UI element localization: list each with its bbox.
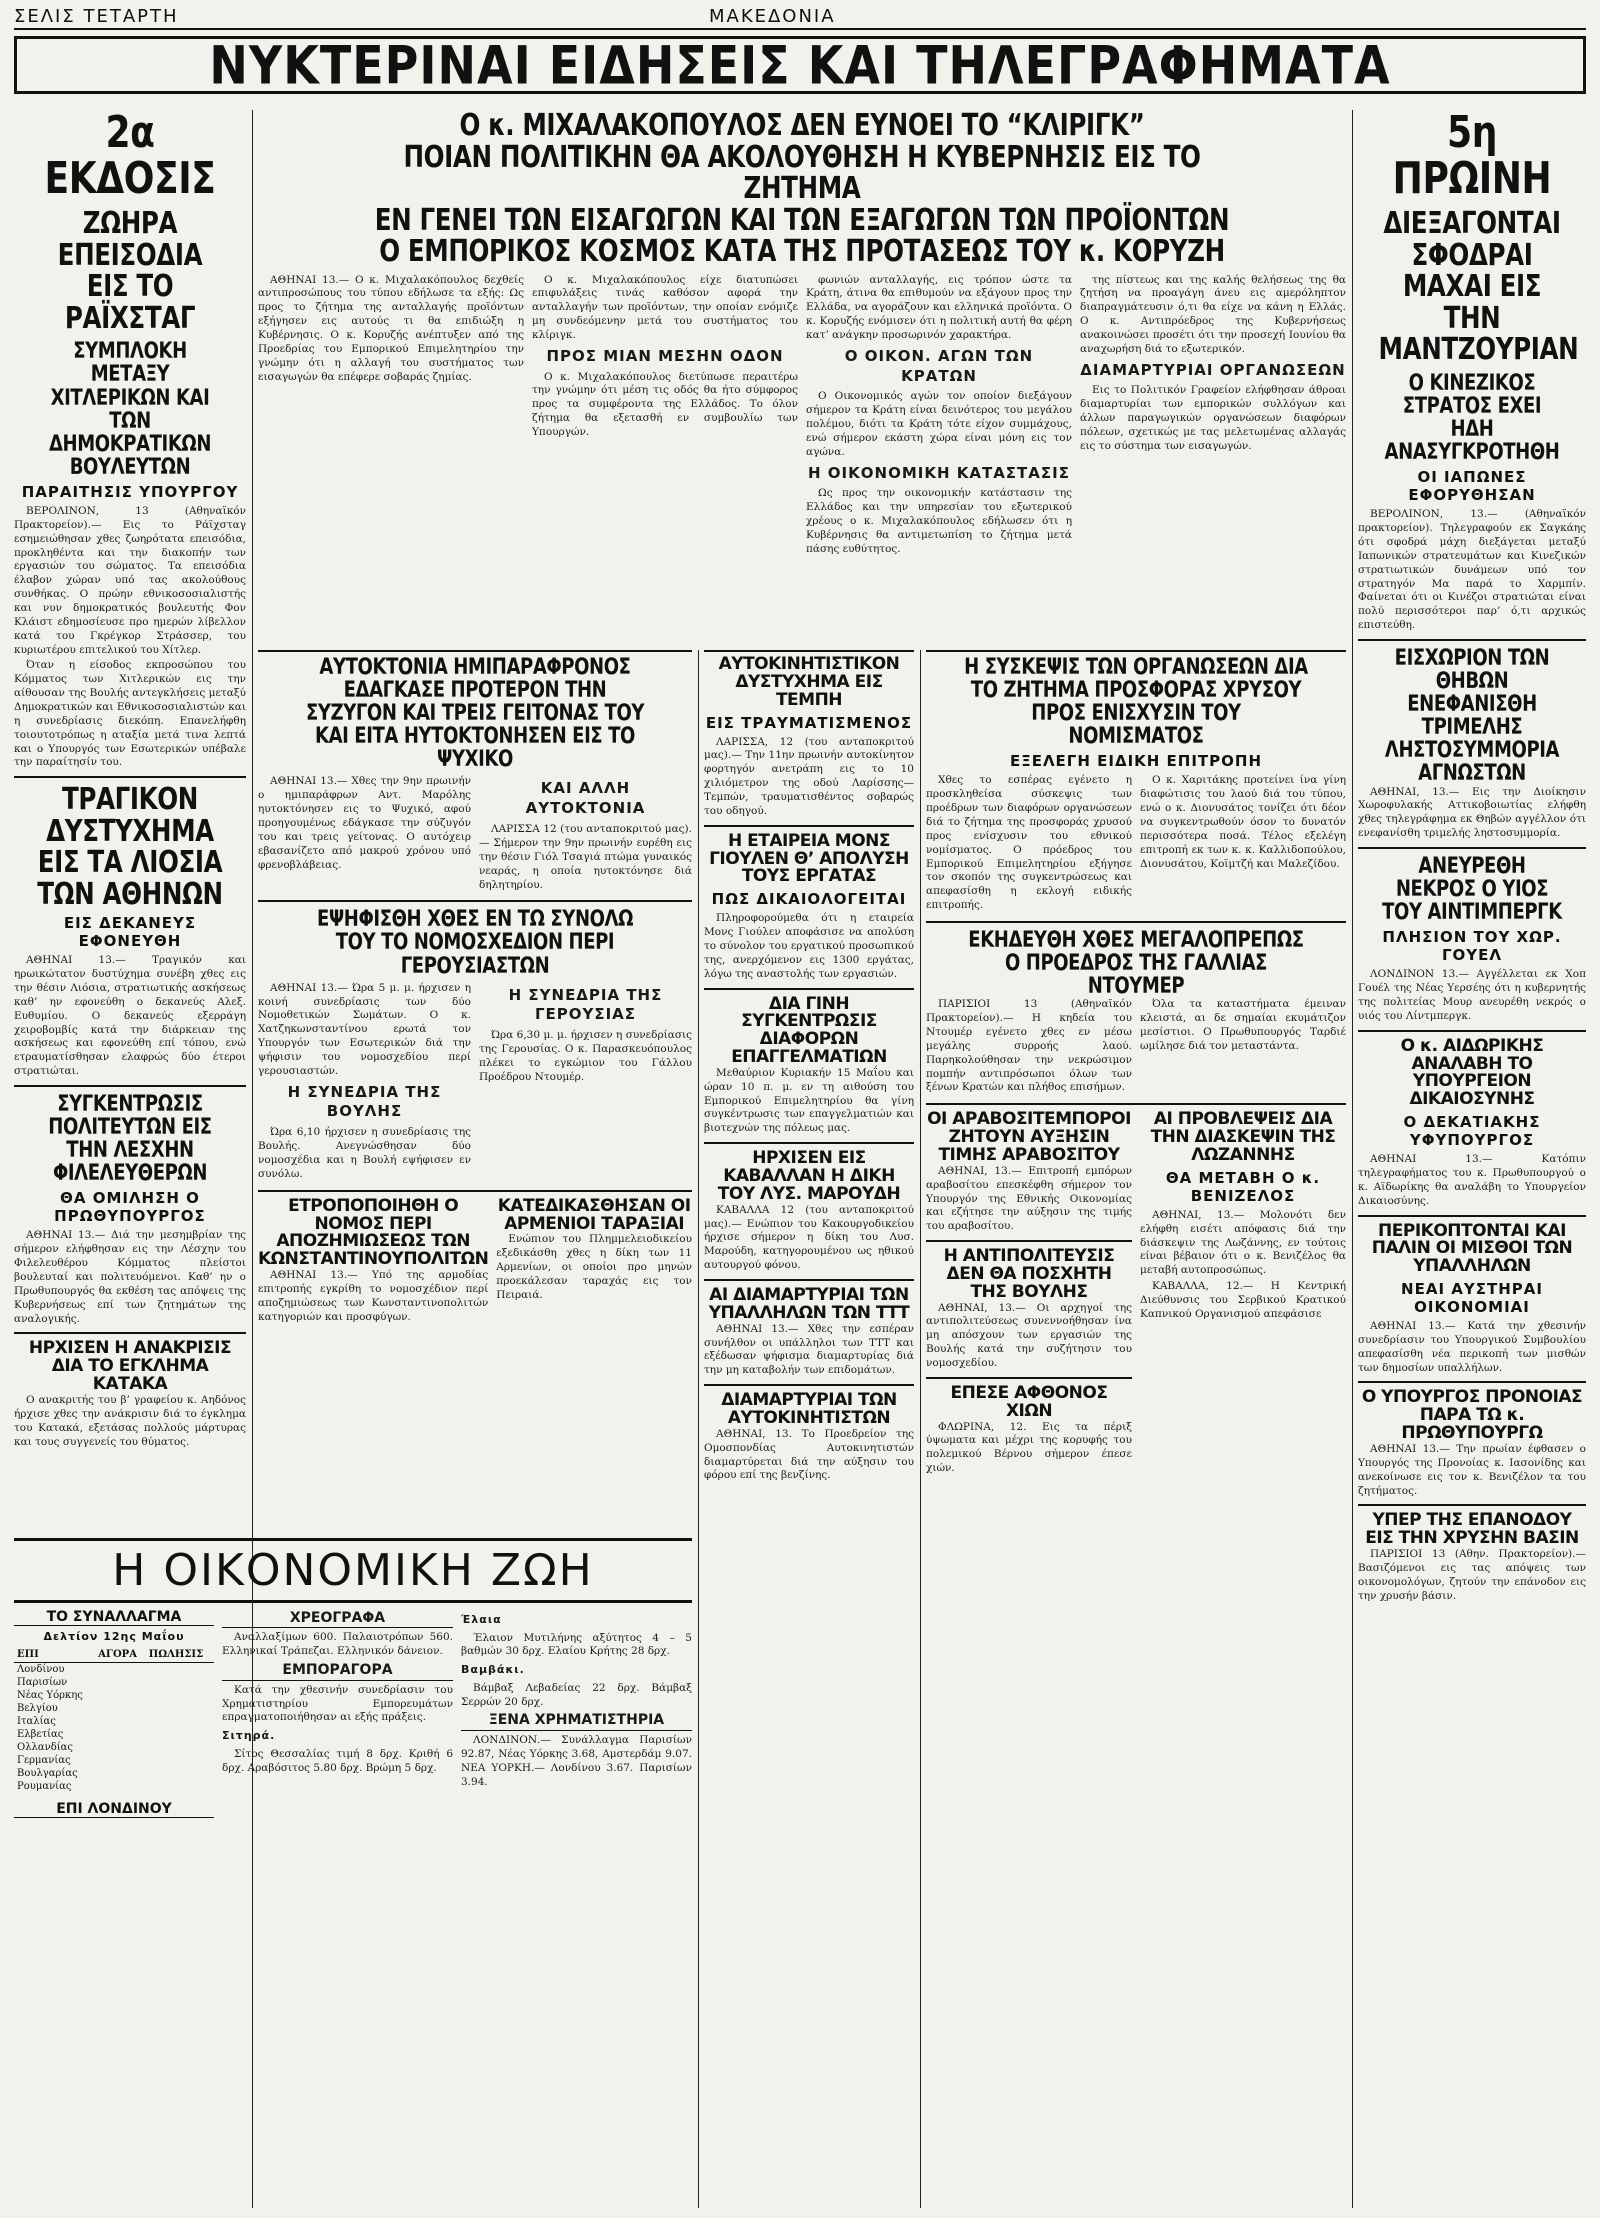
headline: ΔΙΑΜΑΡΤΥΡΙΑΙ ΤΩΝ ΑΥΤΟΚΙΝΗΤΙΣΤΩΝ [721, 1390, 897, 1428]
article-body: ΚΑΒΑΛΛΑ, 12.— Η Κεντρική Διεύθυνσις του Σερβικού Κρατικού Καπνικού Οργανισμού απεφάσισε [1140, 1280, 1346, 1320]
masthead [14, 6, 1586, 30]
lead-body-col4: της πίστεως και της καλής θελήσεως της θα ζητήση να προαγάγη άνευ εις αμερόληπτον διαπραγμάτευσιν ό,τι θα είχε να κάνη η Ελλάς. Ο κ. Αντιπρόεδρος της Κυβερνήσεως ανακοινώσει προσέτι ότι την προσεχή Ιουνίου θα αναχωρήση διά το εξωτερικόν. ΔΙΑΜΑΡΤΥΡΙΑΙ ΟΡΓΑΝΩΣΕΩΝ Εις το Πολιτικόν Γραφείον ελήφθησαν άθροαι διαμαρτυρίαι των εμπορικών συλλόγων και άλλων παραγωγικών οργανώσεων διαφόρων πόλεων, σχετικώς με τας μελετωμένας αλλαγάς εις το σύστημα των εισαγωγών. [1080, 273, 1346, 452]
table-cell [146, 1754, 214, 1767]
headline: ΖΩΗΡΑ ΕΠΕΙΣΟΔΙΑ ΕΙΣ ΤΟ ΡΑΪΧΣΤΑΓ [57, 206, 203, 336]
london-heading: ΕΠΙ ΛΟΝΔΙΝΟΥ [14, 1801, 214, 1818]
table-row [14, 1702, 214, 1715]
table-cell [95, 1741, 146, 1754]
kicker: ΕΙΣ ΔΕΚΑΝΕΥΣ ΕΦΟΝΕΥΘΗ [63, 914, 197, 951]
trade-body: Κατά την χθεσινήν συνεδρίασιν του Χρηματιστηρίου Εμπορευμάτων επραγματοποιήθησαν αι εξής πράξεις. [222, 1683, 453, 1724]
article-body: Ο κ. Χαριτάκης προτείνει ίνα γίνη διαφώτισις του λαού διά του τύπου, ενώ ο κ. Διονυσάτος τονίζει ότι δέον να συγκεντρωθούν όσον το δυνατόν περισσότερα ποσά. Τέλος εξελέγη επιτροπή εκ των κ. κ. Καλλιδοπούλου, Διονυσάτου, Κοϊμτζή και Μαλεζίδου. [1140, 774, 1346, 870]
table-cell [95, 1663, 146, 1677]
table-cell [146, 1767, 214, 1780]
article-body: Ενώπιον του Πλημμελειοδικείου εξεδικάσθη χθες η δίκη των 11 Αρμενίων, οι οποίοι προ μηνών προεκάλεσαν ταραχάς εις τον Πειραιά. [496, 1233, 692, 1301]
headline: ΚΑΤΕΔΙΚΑΣΘΗΣΑΝ ΟΙ ΑΡΜΕΝΙΟΙ ΤΑΡΑΞΙΑΙ [497, 1195, 691, 1234]
article-body: ΑΘΗΝΑΙ 13.— Υπό της αρμοδίας επιτροπής εγκρίθη το νομοσχέδιον περί αποζημιώσεως των Κωνσταντινοπολιτών κατηγοριών και προσφύγων. [258, 1269, 489, 1323]
table-cell: Ιταλίας [17, 1716, 56, 1727]
lead-body-col2: Ο κ. Μιχαλακόπουλος είχε διατυπώσει επιφυλάξεις τινάς καθόσον αφορά την ανταλλαγήν των προϊόντων, την οποίαν ενόμιζε μη συνδεόμενην μετά του συστήματος του κλίριγκ. ΠΡΟΣ ΜΙΑΝ ΜΕΣΗΝ ΟΔΟΝ Ο κ. Μιχαλακόπουλος διετύπωσε περαιτέρω την γνώμην ότι μέση τις οδός θα ήτο σύμφορος προς τα συμφέροντα της Ελλάδος. Το όλον ζήτημα θα εξετασθή εν συμβουλίω των Υπουργών. [532, 273, 798, 439]
table-cell: Γερμανίας [17, 1755, 71, 1766]
kicker: Η ΣΥΝΕΔΡΙΑ ΤΗΣ ΓΕΡΟΥΣΙΑΣ [508, 985, 663, 1024]
headline: Ο ΥΠΟΥΡΓΟΣ ΠΡΟΝΟΙΑΣ ΠΑΡΑ ΤΩ κ. ΠΡΩΘΥΠΟΥΡΓΩ [1361, 1387, 1583, 1444]
edition-label: 5η ΠΡΩΙΝΗ [1392, 110, 1552, 205]
kicker: ΠΑΡΑΙΤΗΣΙΣ ΥΠΟΥΡΓΟΥ [21, 482, 239, 501]
headline: ΕΚΗΔΕΥΘΗ ΧΘΕΣ ΜΕΓΑΛΟΠΡΕΠΩΣ Ο ΠΡΟΕΔΡΟΣ ΤΗΣ ΓΑΛΛΙΑΣ ΝΤΟΥΜΕΡ [968, 927, 1304, 1000]
article-body: ΑΘΗΝΑΙ 13.— Διά την μεσημβρίαν της σήμερον ελήφθησαν εις την Λέσχην του Φιλελευθέρου Κόμματος πλείστοι βουλευταί και πολιτευόμενοι. Καθ’ ην ο Πρωθυπουργός θα εκθέση τας απόψεις της Κυβερνήσεως επί των ζητημάτων της αναλογικής. [14, 1229, 246, 1325]
lead-deck: Ο ΕΜΠΟΡΙΚΟΣ ΚΟΣΜΟΣ ΚΑΤΑ ΤΗΣ ΠΡΟΤΑΣΕΩΣ ΤΟΥ κ. ΚΟΡΥΖΗ [379, 234, 1225, 269]
table-cell [146, 1663, 214, 1677]
table-row [14, 1676, 214, 1689]
article-body: ΦΛΩΡΙΝΑ, 12. Εις τα πέριξ ύψωματα και μέχρι της κορυφής του πολεμικού Βέρνου σήμερον έπεσε χιών. [926, 1420, 1132, 1475]
headline: ΣΥΓΚΕΝΤΡΩΣΙΣ ΠΟΛΙΤΕΥΤΩΝ ΕΙΣ ΤΗΝ ΛΕΣΧΗΝ ΦΙΛΕΛΕΥΘΕΡΩΝ [48, 1092, 212, 1187]
table-row [14, 1728, 214, 1741]
lead-deck: ΠΟΙΑΝ ΠΟΛΙΤΙΚΗΝ ΘΑ ΑΚΟΛΟΥΘΗΣΗ Η ΚΥΒΕΡΝΗΣΙΣ ΕΙΣ ΤΟ ΖΗΤΗΜΑ [403, 139, 1201, 206]
article-body: ΛΑΡΙΣΣΑ 12 (του ανταποκριτού μας).— Σήμερον την 9ην πρωινήν ευρέθη εις την θέσιν Γιόλ Τσαγιά πτώμα γυναικός νεαράς, η οποία ηυτοκτόνησε διά δηλητηρίου. [479, 823, 692, 891]
table-cell [95, 1689, 146, 1702]
article-body: ΑΘΗΝΑΙ, 13.— Εις την Διοίκησιν Χωροφυλακής Αττικοβοιωτίας ελήφθη χθες τηλεγράφημα εκ Θηβών αγγέλλον ότι ενεφανίσθη τριμελής ληστοσυμμορία. [1358, 785, 1586, 840]
bonds-heading: ΧΡΕΟΓΡΑΦΑ [222, 1609, 453, 1628]
headline: ΑΝΕΥΡΕΘΗ ΝΕΚΡΟΣ Ο ΥΙΟΣ ΤΟΥ ΑΙΝΤΙΜΠΕΡΓΚ [1382, 853, 1562, 926]
kicker: Ο ΔΕΚΑΤΙΑΚΗΣ ΥΦΥΠΟΥΡΓΟΣ [1403, 1113, 1541, 1150]
article-body: ΑΘΗΝΑΙ, 13.— Μολονότι δεν ελήφθη εισέτι απόφασις διά την διάσκεψιν της Λωζάννης, εν τούτοις είναι βέβαιον ότι ο κ. Βενιζέλος θα μεταβή αυτοπροσώπως. [1140, 1208, 1346, 1277]
headline: Η ΑΝΤΙΠΟΛΙΤΕΥΣΙΣ ΔΕΝ ΘΑ ΠΟΣΧΗΤΗ ΤΗΣ ΒΟΥΛΗΣ [943, 1246, 1115, 1302]
article-body: ΛΟΝΔΙΝΟΝ 13.— Αγγέλλεται εκ Χοπ Γουέλ της Νέας Υερσέης ότι η κυβερνητής της πολιτείας Μουρ ανευρέθη νεκρός ο υιός του Λίντμπεργκ. [1358, 968, 1586, 1022]
article-body: Ώρα 6,30 μ. μ. ήρχισεν η συνεδρίασις της Γερουσίας. Ο κ. Παρασκευόπουλος πλέκει το εγκώμιον του Γάλλου Προέδρου Ντουμέρ. [479, 1029, 692, 1083]
table-cell: Παρισίων [17, 1677, 68, 1688]
table-row [14, 1689, 214, 1702]
headline: ΕΤΡΟΠΟΠΟΙΗΘΗ Ο ΝΟΜΟΣ ΠΕΡΙ ΑΠΟΖΗΜΙΩΣΕΩΣ ΤΩΝ ΚΩΝΣΤΑΝΤΙΝΟΥΠΟΛΙΤΩΝ [258, 1195, 489, 1270]
kicker: ΠΛΗΣΙΟΝ ΤΟΥ ΧΩΡ. ΓΟΥΕΛ [1382, 928, 1562, 965]
article-body: ΑΘΗΝΑΙ 13.— Τραγικόν και ηρωικώτατον δυστύχημα συνέβη χθες εις την θέσιν Λιόσια, στρατιωτικής ασκήσεως καθ’ ην εφονεύθη ο δεκανεύς Αλεξ. Ευθυμίου. Ο δεκανεύς εξερράγη χειροβομβίς κατά την διάρκειαν της ασκήσεως και εφονεύθη επί τόπου, ενώ ετραυματίσθησαν ελαφρώς δύο έτεροι στρατιώται. [14, 954, 246, 1078]
article-body: Μεθαύριον Κυριακήν 15 Μαΐου και ώραν 10 π. μ. εν τη αιθούση του Εμπορικού Επιμελητηρίου θα γίνη συγκέντρωσις των επαγγελματιών και βιοτεχνών της πόλεως μας. [704, 1066, 914, 1135]
trade-heading: ΕΜΠΟΡΑΓΟΡΑ [222, 1661, 453, 1680]
column-3 [704, 650, 914, 2208]
headline: ΑΙ ΔΙΑΜΑΡΤΥΡΙΑΙ ΤΩΝ ΥΠΑΛΛΗΛΩΝ ΤΩΝ ΤΤΤ [708, 1285, 910, 1323]
lead-body-col1: ΑΘΗΝΑΙ 13.— Ο κ. Μιχαλακόπουλος δεχθείς αντιπροσώπους του τύπου εδήλωσε τα εξής: Ως προς το ζήτημα της ανταλλαγής προϊόντων εξήγησεν εις αυτούς τι θα επιδιώξη η Κυβέρνησις. Ο κ. Κορυζής ανέπτυξεν από της Προεδρίας του Εμπορικού Επιμελητηρίου την γνώμην ότι η αλλαγή του συστήματος των εισαγωγών θα επέφερε σοβαράς ζημίας. [258, 273, 524, 383]
article-body: ΑΘΗΝΑΙ, 13.— Επιτροπή εμπόρων αραβοσίτου επεσκέφθη σήμερον τον Υπουργόν της Εθνικής Οικονομίας και εζήτησε την αύξησιν της τιμής του αραβοσίτου. [926, 1164, 1132, 1233]
table-row [14, 1741, 214, 1754]
headline: ΔΙΑ ΓΙΝΗ ΣΥΓΚΕΝΤΡΩΣΙΣ ΔΙΑΦΟΡΩΝ ΕΠΑΓΓΕΛΜΑΤΙΩΝ [731, 993, 887, 1068]
kicker: ΘΑ ΟΜΙΛΗΣΗ Ο ΠΡΩΘΥΠΟΥΡΓΟΣ [54, 1189, 206, 1226]
lead-headline: Ο κ. ΜΙΧΑΛΑΚΟΠΟΥΛΟΣ ΔΕΝ ΕΥΝΟΕΙ ΤΟ “ΚΛΙΡΙΓΚ” [459, 110, 1145, 143]
article-body: ΑΘΗΝΑΙ, 13.— Οι αρχηγοί της αντιπολιτεύσεως συνεννοήθησαν ίνα μη απόσχουν των εργασιών της Βουλής κατά την συζήτησιν του νομοσχεδίου. [926, 1301, 1132, 1370]
article-body: ΛΑΡΙΣΣΑ, 12 (του ανταποκριτού μας).— Την 11ην πρωινήν αυτοκίνητον φορτηγόν ανετράπη εις το 10 χιλιόμετρον της οδού Λαρίσσης—Τεμπών, τραυματισθέντος σοβαρώς του οδηγού. [704, 735, 914, 817]
article-body: ΑΘΗΝΑΙ 13.— Την πρωίαν έφθασεν ο Υπουργός της Προνοίας κ. Ιασονίδης και ανεκοίνωσε εις τον κ. Βενιζέλον τα του ζητήματος. [1358, 1443, 1586, 1497]
article-body: Χθες το εσπέρας εγένετο η προσκληθείσα σύσκεψις των προέδρων των διαφόρων οργανώσεων διά το ζήτημα της προσφοράς χρυσού προς ενίσχυσιν του εθνικού νομίσματος. Ο πρόεδρος του Εμπορικού Επιμελητηρίου εξήγησε τον σκοπόν της συγκεντρώσεως και απεφασίσθη η εκλογή ειδικής επιτροπής. [926, 774, 1132, 912]
table-row [14, 1780, 214, 1793]
forex-heading: ΞΕΝΑ ΧΡΗΜΑΤΙΣΤΗΡΙΑ [461, 1711, 692, 1730]
headline: ΕΨΗΦΙΣΘΗ ΧΘΕΣ ΕΝ ΤΩ ΣΥΝΟΛΩ ΤΟΥ ΤΟ ΝΟΜΟΣΧΕΔΙΟΝ ΠΕΡΙ ΓΕΡΟΥΣΙΑΣΤΩΝ [316, 907, 634, 979]
headline: Ο κ. ΑΙΔΩΡΙΚΗΣ ΑΝΑΛΑΒΗ ΤΟ ΥΠΟΥΡΓΕΙΟΝ ΔΙΚΑΙΟΣΥΝΗΣ [1400, 1035, 1544, 1110]
table-cell [95, 1754, 146, 1767]
table-row [14, 1715, 214, 1728]
forex-body: ΛΟΝΔΙΝΟΝ.— Συνάλλαγμα Παρισίων 92.87, Νέας Υόρκης 3.68, Αμστερδάμ 9.07. ΝΕΑ ΥΟΡΚΗ.— Λονδίνου 3.67. Παρισίων 3.94. [461, 1733, 692, 1788]
column-4 [926, 650, 1346, 2208]
table-row [14, 1663, 214, 1677]
subheadline: Ο ΚΙΝΕΖΙΚΟΣ ΣΤΡΑΤΟΣ ΕΧΕΙ ΗΔΗ ΑΝΑΣΥΓΚΡΟΤΗΘΗ [1384, 370, 1560, 466]
table-cell: Ελβετίας [17, 1729, 64, 1740]
table-cell: Ολλανδίας [17, 1742, 74, 1753]
table-cell: Βελγίου [17, 1703, 58, 1714]
headline: ΑΥΤΟΚΤΟΝΙΑ ΗΜΙΠΑΡΑΦΡΟΝΟΣ [319, 655, 631, 680]
headline: ΗΡΧΙΣΕΝ Η ΑΝΑΚΡΙΣΙΣ ΔΙΑ ΤΟ ΕΓΚΛΗΜΑ ΚΑΤΑΚΑ [28, 1338, 232, 1395]
headline: ΠΕΡΙΚΟΠΤΟΝΤΑΙ ΚΑΙ ΠΑΛΙΝ ΟΙ ΜΙΣΘΟΙ ΤΩΝ ΥΠΑΛΛΗΛΩΝ [1371, 1220, 1573, 1277]
article-body: ΑΘΗΝΑΙ, 13. Το Προεδρείον της Ομοσπονδίας Αυτοκινητιστών διαμαρτύρεται διά την αύξησιν του φόρου επί της βενζίνης. [704, 1427, 914, 1482]
article-body: Όλα τα καταστήματα έμειναν κλειστά, αι δε σημαίαι εκυμάτιζον μεσίστιοι. Ο Πρωθυπουργός Ταρδιέ ωμίλησε διά τον μεταστάντα. [1140, 998, 1346, 1052]
table-cell [95, 1715, 146, 1728]
lead-body-col3: φωνιών ανταλλαγής, εις τρόπον ώστε τα Κράτη, άτινα θα επιθυμούν να εξάγουν προς την Ελλάδα, να αγοράζουν και ελληνικά προϊόντα. Ο κ. Κορυζής ενόμισεν ότι η πολιτική αυτή θα φέρη κατ’ ανάγκην προσωρινόν χαρακτήρα. Ο ΟΙΚΟΝ. ΑΓΩΝ ΤΩΝ ΚΡΑΤΩΝ Ο Οικονομικός αγών τον οποίον διεξάγουν σήμερον τα Κράτη είναι δεινότερος του μεγάλου πολέμου, διότι τα Κράτη τότε είχον συμμάχους, ενώ σήμερον εκάστη χώρα είναι μόνη εις τον αγώνα. Η ΟΙΚΟΝΟΜΙΚΗ ΚΑΤΑΣΤΑΣΙΣ Ως προς την οικονομικήν κατάστασιν της Ελλάδος και την υπηρεσίαν του εξωτερικού χρέους ο κ. Μιχαλακόπουλος εδήλωσεν ότι η Κυβέρνησις θα αντιμετωπίση το ζήτημα μετά πάσης ευθύτητος. [806, 273, 1072, 555]
headline: ΕΠΕΣΕ ΑΦΘΟΝΟΣ ΧΙΩΝ [950, 1382, 1108, 1421]
table-cell [146, 1715, 214, 1728]
exchange-table [14, 1647, 214, 1793]
article-body: ΒΕΡΟΛΙΝΟΝ, 13.— (Αθηναϊκόν πρακτορείον). Τηλεγραφούν εκ Σαγκάης ότι σφοδρά μάχη διεξάγεται μεταξύ Ιαπωνικών στρατευμάτων και Κινεζικών στρατιωτικών δυνάμεων υπό τον στρατηγόν Μα παρά το Χαρμπίν. Φαίνεται ότι οι Κινέζοι στρατιώται είναι πολύ περισσότεροι παρ’ ό,τι αρχικώς επιστεύθη. [1358, 508, 1586, 632]
article-body: Ο ανακριτής του β’ γραφείου κ. Αηδόνος ήρχισε χθες την ανάκρισιν διά το έγκλημα του Κατακά, εξετάσας πολλούς μάρτυρας και τους συγγενείς του θύματος. [14, 1393, 246, 1448]
table-cell [95, 1676, 146, 1689]
kicker: Η ΣΥΝΕΔΡΙΑ ΤΗΣ ΒΟΥΛΗΣ [287, 1082, 442, 1121]
bonds-body: Αναλλαξίμων 600. Παλαιοτρόπων 560. Ελληνικαί Τράπεζαι. Ελληνικόν δάνειον. [222, 1631, 453, 1658]
article-body: ΠΑΡΙΣΙΟΙ 13 (Αθηναϊκόν Πρακτορείον).— Η κηδεία του Ντουμέρ εγένετο χθες εν μέσω μεγάλης συρροής λαού. Παρηκολούθησαν την νεκρώσιμον πομπήν αντιπρόσωποι όλων των ξένων Κρατών και πλήθος επισήμων. [926, 998, 1132, 1094]
kicker: ΝΕΑΙ ΑΥΣΤΗΡΑΙ ΟΙΚΟΝΟΜΙΑΙ [1401, 1280, 1543, 1317]
article-body: ΑΘΗΝΑΙ 13.— Κατόπιν τηλεγραφήματος του κ. Πρωθυπουργού ο κ. Αϊδωρίκης θα αναλάβη το Υπουργείον Δικαιοσύνης. [1358, 1153, 1586, 1207]
table-cell: Λονδίνου [17, 1664, 65, 1675]
table-cell [146, 1689, 214, 1702]
table-cell: Ρουμανίας [17, 1781, 72, 1792]
table-cell [146, 1741, 214, 1754]
paper-name: ΜΑΚΕΔΟΝΙΑ [708, 6, 836, 27]
subheadline: ΣΥΜΠΛΟΚΗ ΜΕΤΑΞΥ ΧΙΤΛΕΡΙΚΩΝ ΚΑΙ ΤΩΝ ΔΗΜΟΚΡΑΤΙΚΩΝ ΒΟΥΛΕΥΤΩΝ [48, 339, 212, 480]
headline: Η ΕΤΑΙΡΕΙΑ ΜΟΝΣ ΓΙΟΥΛΕΝ Θ’ ΑΠΟΛΥΣΗ ΤΟΥΣ ΕΡΓΑΤΑΣ [709, 830, 909, 887]
economy-section: Η ΟΙΚΟΝΟΜΙΚΗ ΖΩΗ ΤΟ ΣΥΝΑΛΛΑΓΜΑ Δελτίον 12ης Μαΐου ΕΠΙ ΑΓΟΡΑ ΠΩΛΗΣΙΣ Λονδίνου Παρισίων Νέας Υόρκης Βελγίου Ιταλίας Ελβετίας Ολλανδίας Γερμανίας Βουλγαρίας Ρουμανίας ΕΠΙ ΛΟΝΔΙΝΟΥ ΧΡΕΟΓΡΑΦΑ Αναλλαξίμων 600. Παλαιοτρόπων 560. Ελληνικαί Τράπεζαι. Ελληνικόν δάνειον. ΕΜΠΟΡΑΓΟΡΑ Κατά την χθεσινήν συνεδρίασιν του Χρηματιστηρίου Εμπορευμάτων επραγματοποιήθησαν αι εξής πράξεις. Σιτηρά. Σίτος Θεσσαλίας τιμή 8 δρχ. Κριθή 6 δρχ. Αραβόσιτος 5.80 δρχ. Βρώμη 5 δρχ. Έλαια Έλαιον Μυτιλήνης αξύτητος 4 – 5 βαθμών 30 δρχ. Ελαίου Κρήτης 28 δρχ. Βαμβάκι. Βάμβαξ Λεβαδείας 22 δρχ. Βάμβαξ Σερρών 20 δρχ. ΞΕΝΑ ΧΡΗΜΑΤΙΣΤΗΡΙΑ ΛΟΝΔΙΝΟΝ.— Συνάλλαγμα Παρισίων 92.87, Νέας Υόρκης 3.68, Αμστερδάμ 9.07. ΝΕΑ ΥΟΡΚΗ.— Λονδίνου 3.67. Παρισίων 3.94. [14, 1538, 692, 2208]
exchange-heading: ΤΟ ΣΥΝΑΛΛΑΓΜΑ [14, 1609, 214, 1626]
table-cell [95, 1780, 146, 1793]
lead-deck: ΕΝ ΓΕΝΕΙ ΤΩΝ ΕΙΣΑΓΩΓΩΝ ΚΑΙ ΤΩΝ ΕΞΑΓΩΓΩΝ ΤΩΝ ΠΡΟΪΟΝΤΩΝ [374, 202, 1230, 238]
article-body: ΑΘΗΝΑΙ 13.— Χθες την 9ην πρωινήν ο ημιπαράφρων Αντ. Μαρόλης ηυτοκτόνησεν εις το Ψυχικό, αφού προηγουμένως εδάγκασε την σύζυγόν του και τρεις γείτονας. Ο αυτόχειρ εβασανίζετο από μακρού χρόνου υπό φρενοβλάβειας. [258, 775, 471, 871]
exchange-col-header: ΕΠΙ [14, 1647, 95, 1663]
article-body: Ώρα 6,10 ήρχισεν η συνεδρίασις της Βουλής. Ανεγνώσθησαν δύο νομοσχέδια και η Βουλή εψήφισεν εν συνόλω. [258, 1126, 471, 1180]
mid-column [258, 650, 692, 1558]
subheadline: ΕΔΑΓΚΑΣΕ ΠΡΟΤΕΡΟΝ ΤΗΝ ΣΥΖΥΓΟΝ ΚΑΙ ΤΡΕΙΣ ΓΕΙΤΟΝΑΣ ΤΟΥ ΚΑΙ ΕΙΤΑ ΗΥΤΟΚΤΟΝΗΣΕΝ ΕΙΣ ΤΟ ΨΥΧΙΚΟ [305, 678, 645, 773]
kicker: ΠΩΣ ΔΙΚΑΙΟΛΟΓΕΙΤΑΙ [711, 890, 907, 909]
table-cell [146, 1702, 214, 1715]
headline: ΥΠΕΡ ΤΗΣ ΕΠΑΝΟΔΟΥ ΕΙΣ ΤΗΝ ΧΡΥΣΗΝ ΒΑΣΙΝ [1365, 1510, 1579, 1549]
page-columns [14, 110, 1586, 2208]
headline: ΗΡΧΙΣΕΝ ΕΙΣ ΚΑΒΑΛΛΑΝ Η ΔΙΚΗ ΤΟΥ ΛΥΣ. ΜΑΡΟΥΔΗ [717, 1148, 901, 1204]
table-cell [146, 1728, 214, 1741]
headline: ΤΡΑΓΙΚΟΝ ΔΥΣΤΥΧΗΜΑ ΕΙΣ ΤΑ ΛΙΟΣΙΑ ΤΩΝ ΑΘΗΝΩΝ [37, 782, 223, 912]
kicker: ΚΑΙ ΑΛΛΗ ΑΥΤΟΚΤΟΝΙΑ [525, 779, 646, 818]
table-cell [95, 1728, 146, 1741]
table-row [14, 1767, 214, 1780]
table-cell: Βουλγαρίας [17, 1768, 78, 1779]
article-body: Πληροφορούμεθα ότι η εταιρεία Μονς Γιούλεν αποφάσισε να απολύση το σύνολον του εργατικού προσωπικού της, ανερχόμενον εις 1300 εργάτας, λόγω της αναστολής των εργασιών. [704, 912, 914, 980]
table-cell: Νέας Υόρκης [17, 1690, 83, 1701]
article-body: ΑΘΗΝΑΙ 13.— Χθες την εσπέραν συνήλθον οι υπάλληλοι των ΤΤΤ και εξέδωσαν ψήφισμα διαμαρτυρίας διά την μη καταβολήν των επιδομάτων. [704, 1322, 914, 1377]
table-cell [95, 1767, 146, 1780]
headline: ΑΥΤΟΚΙΝΗΤΙΣΤΙΚΟΝ ΔΥΣΤΥΧΗΜΑ ΕΙΣ ΤΕΜΠΗ [718, 654, 900, 710]
headline: ΟΙ ΑΡΑΒΟΣΙΤΕΜΠΟΡΟΙ ΖΗΤΟΥΝ ΑΥΞΗΣΙΝ ΤΙΜΗΣ ΑΡΑΒΟΣΙΤΟΥ [927, 1109, 1131, 1165]
page-label: ΣΕΛΙΣ ΤΕΤΑΡΤΗ [14, 6, 179, 27]
article-body: ΠΑΡΙΣΙΟΙ 13 (Αθην. Πρακτορείον).— Βασιζόμενοι εις τας απόψεις των οικονομολόγων, ζητούν την επάνοδον εις την χρυσήν βάσιν. [1358, 1548, 1586, 1602]
headline: ΑΙ ΠΡΟΒΛΕΨΕΙΣ ΔΙΑ ΤΗΝ ΔΙΑΣΚΕΨΙΝ ΤΗΣ ΛΩΖΑΝΝΗΣ [1150, 1109, 1336, 1165]
headline: Η ΣΥΣΚΕΨΙΣ ΤΩΝ ΟΡΓΑΝΩΣΕΩΝ ΔΙΑ ΤΟ ΖΗΤΗΜΑ ΠΡΟΣΦΟΡΑΣ ΧΡΥΣΟΥ ΠΡΟΣ ΕΝΙΣΧΥΣΙΝ ΤΟΥ ΝΟΜΙΣΜΑΤΟΣ [964, 655, 1308, 750]
right-column [1358, 110, 1586, 2208]
exchange-col-header: ΠΩΛΗΣΙΣ [146, 1647, 214, 1663]
kicker: ΕΙΣ ΤΡΑΥΜΑΤΙΣΜΕΝΟΣ [705, 713, 913, 732]
edition-label: 2α ΕΚΔΟΣΙΣ [44, 110, 216, 205]
table-cell [146, 1676, 214, 1689]
exchange-col-header: ΑΓΟΡΑ [95, 1647, 146, 1663]
kicker: ΘΑ ΜΕΤΑΒΗ Ο κ. ΒΕΝΙΖΕΛΟΣ [1165, 1168, 1321, 1205]
article-body: ΚΑΒΑΛΛΑ 12 (του ανταποκριτού μας).— Ενώπιον του Κακουργοδικείου ήρχισε σήμερον η δίκη του Λυσ. Μαρούδη, κατηγορουμένου ως ηθικού αυτουργού φόνου. [704, 1203, 914, 1272]
kicker: ΕΞΕΛΕΓΗ ΕΙΔΙΚΗ ΕΠΙΤΡΟΠΗ [1009, 752, 1263, 771]
article-body: ΑΘΗΝΑΙ 13.— Ώρα 5 μ. μ. ήρχισεν η κοινή συνεδρίασις των δύο Νομοθετικών Σωμάτων. Ο κ. Χατζηκωνσταντίνου ερωτά τον Υπουργόν των Εσωτερικών διά την ψήφισιν του νομοσχεδίου περί γερουσιαστών. [258, 981, 471, 1077]
table-cell [146, 1780, 214, 1793]
headline: ΔΙΕΞΑΓΟΝΤΑΙ ΣΦΟΔΡΑΙ ΜΑΧΑΙ ΕΙΣ ΤΗΝ ΜΑΝΤΖΟΥΡΙΑΝ [1378, 206, 1579, 368]
exchange-date: Δελτίον 12ης Μαΐου [43, 1630, 185, 1643]
section-banner: ΝΥΚΤΕΡΙΝΑΙ ΕΙΔΗΣΕΙΣ ΚΑΙ ΤΗΛΕΓΡΑΦΗΜΑΤΑ [14, 36, 1586, 94]
lead-story [258, 110, 1346, 640]
table-cell [95, 1702, 146, 1715]
kicker: ΟΙ ΙΑΠΩΝΕΣ ΕΦΟΡΥΘΗΣΑΝ [1408, 468, 1536, 505]
article-body: ΑΘΗΝΑΙ 13.— Κατά την χθεσινήν συνεδρίασιν του Υπουργικού Συμβουλίου απεφασίσθη νέα περικοπή των μισθών των δημοσίων υπαλλήλων. [1358, 1320, 1586, 1374]
article-body: ΒΕΡΟΛΙΝΟΝ, 13 (Αθηναϊκόν Πρακτορείον).— Εις το Ράϊχσταγ εσημειώθησαν χθες ζωηρότατα επεισόδια, προκληθέντα και την διακοπήν των εργασιών του σώματος. Τα επεισόδια έλαβον χώραν υπό τας ακολούθους συνθήκας. Ο πρώην εθνικοσοσιαλιστής και νυν δημοκρατικός βουλευτής Φον Κλάιστ εδημοσίευσε προ ημερών λίβελλον κατά του Γκρέγκορ Στράσσερ, του κυριωτέρου επιτελικού του Χίτλερ. Όταν η είσοδος εκπροσώπου του Κόμματος των Χιτλερικών εις την αίθουσαν της Βουλής αντεγκλήσεις μεταξύ Δημοκρατικών και Εθνικοσοσιαλιστών και η συνεδρίασις διεκόπη. Επανελήφθη τοιουτοτρόπως η αταξία μετά τινα λεπτά και ο Υπουργός των Εσωτερικών υπέβαλε την παραίτησίν του. [14, 504, 246, 769]
economy-title: Η ΟΙΚΟΝΟΜΙΚΗ ΖΩΗ [14, 1538, 692, 1603]
table-row [14, 1754, 214, 1767]
headline: ΕΙΣΧΩΡΙΟΝ ΤΩΝ ΘΗΒΩΝ ΕΝΕΦΑΝΙΣΘΗ ΤΡΙΜΕΛΗΣ ΛΗΣΤΟΣΥΜΜΟΡΙΑ ΑΓΝΩΣΤΩΝ [1384, 645, 1560, 787]
